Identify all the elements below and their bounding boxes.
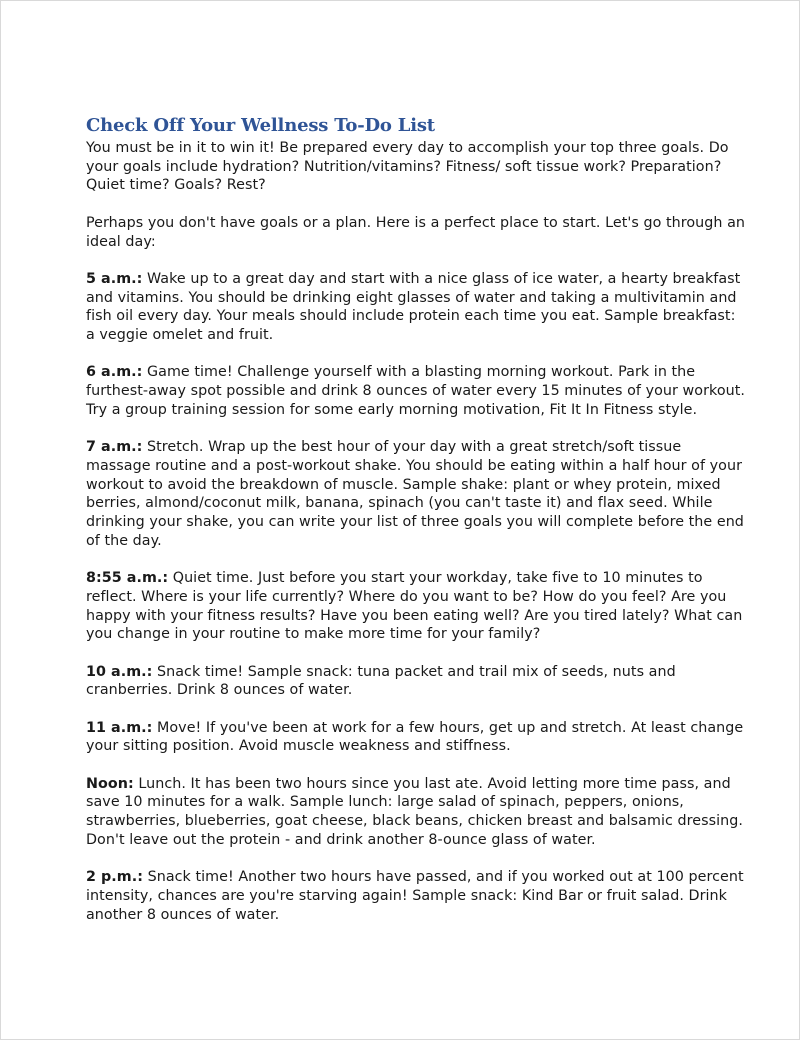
schedule-text: Game time! Challenge yourself with a blasting morning workout. Park in the furthest-away spot possible and drink 8 ounces of water every 15 minutes of your workout. Try a group training session for some early morning motivation, Fit It In Fitness style. [86,364,745,418]
schedule-text: Wake up to a great day and start with a nice glass of ice water, a hearty breakfast and vitamins. You should be drinking eight glasses of water and taking a multivitamin and fish oil every day. Your meals should include protein each time you eat. Sample breakfast: a veggie omelet and fruit. [86,270,741,343]
schedule-text: Lunch. It has been two hours since you last ate. Avoid letting more time pass, and save 10 minutes for a walk. Sample lunch: large salad of spinach, peppers, onions, strawberries, blueberries, goat cheese, black beans, chicken breast and balsamic dressing. Don't leave out the protein - and drink another 8-ounce glass of water. [86,775,743,848]
schedule-entry-5am [86,270,746,345]
schedule-entry-855am [86,569,746,644]
schedule-entry-10am [86,663,746,700]
intro-paragraph-2: Perhaps you don't have goals or a plan. Here is a perfect place to start. Let's go through an ideal day: [86,214,746,250]
schedule-text: Snack time! Sample snack: tuna packet and trail mix of seeds, nuts and cranberries. Drink 8 ounces of water. [86,663,676,699]
document-title: Check Off Your Wellness To-Do List [86,115,435,136]
schedule-text: Quiet time. Just before you start your workday, take five to 10 minutes to reflect. Where is your life currently? Where do you want to be? How do you feel? Are you happy with your fitness results? Have you been eating well? Are you tired lately? What can you change in your routine to make more time for your family? [86,570,743,643]
schedule-entry-7am [86,438,746,550]
schedule-time: Noon: [86,775,134,792]
schedule-entry-11am [86,719,746,756]
schedule-entry-6am [86,363,746,419]
schedule-time: 6 a.m.: [86,364,143,381]
schedule-time: 7 a.m.: [86,439,143,456]
schedule-entry-noon [86,775,746,850]
schedule-text: Snack time! Another two hours have passed, and if you worked out at 100 percent intensity, chances are you're starving again! Sample snack: Kind Bar or fruit salad. Drink another 8 ounces of water. [86,869,744,923]
document-content [86,113,746,943]
schedule-text: Stretch. Wrap up the best hour of your day with a great stretch/soft tissue massage routine and a post-workout shake. You should be eating within a half hour of your workout to avoid the breakdown of muscle. Sample shake: plant or whey protein, mixed berries, almond/coconut milk, banana, spinach (you can't taste it) and flax seed. While drinking your shake, you can write your list of three goals you will complete before the end of the day. [86,439,744,549]
schedule-entry-2pm [86,868,746,924]
schedule-time: 10 a.m.: [86,663,153,680]
schedule-time: 8:55 a.m.: [86,570,169,587]
schedule-time: 2 p.m.: [86,869,143,886]
schedule-time: 11 a.m.: [86,719,153,736]
schedule-time: 5 a.m.: [86,270,143,287]
schedule-text: Move! If you've been at work for a few hours, get up and stretch. At least change your sitting position. Avoid muscle weakness and stiffness. [86,719,744,755]
intro-paragraph: You must be in it to win it! Be prepared every day to accomplish your top three goals. Do your goals include hydration? Nutrition/vitamins? Fitness/ soft tissue work? Preparation? Quiet time? Goals? Rest? [86,140,729,194]
